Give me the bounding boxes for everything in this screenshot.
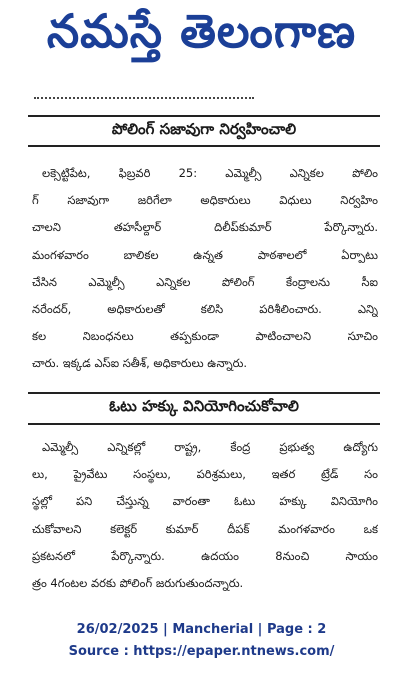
text-line: త్రం 4గంటల వరకు పోలింగ్ జరుగుతుందన్నారు. [32, 576, 244, 591]
text-line: కల నిబంధనలు తప్పకుండా పాటించాలని సూచిం [32, 329, 378, 344]
text-line: లక్సెట్టిపేట, ఫిబ్రవరి 25: ఎమ్మెల్సీ ఎన్నికల పోలిం [42, 166, 378, 180]
text-line: లు, ప్రైవేటు సంస్థలు, పరిశ్రమలు, ఇతర ట్రేడ్ సం [32, 467, 378, 482]
newspaper-logo: నమస్తే తెలంగాణ [46, 4, 357, 58]
headline-bottom-rule [28, 145, 380, 147]
text-line: నరేందర్, అధికారులతో కలిసి పరిశీలించారు. ఎన్ని [32, 302, 378, 317]
source-link[interactable]: Source : https://epaper.ntnews.com/ [68, 644, 335, 659]
masthead [0, 0, 403, 74]
text-line: చాలని తహసీల్దార్ దిలీప్‌కుమార్ పేర్కొన్నారు. [32, 220, 378, 235]
text-line: ఎమ్మెల్సీ ఎన్నికల్లో రాష్ట్ర, కేంద్ర ప్రభుత్వ ఉద్యోగు [42, 440, 378, 454]
text-line: చుకోవాలని కలెక్టర్ కుమార్ దీపక్ మంగళవారం ఒక [32, 521, 378, 536]
article-2-body [32, 434, 378, 597]
cropped-text-fragment [34, 92, 254, 102]
headline-2: ఓటు హక్కు వినియోగించుకోవాలి [109, 397, 299, 415]
headline-bottom-rule [28, 423, 380, 425]
text-line: చారు. ఇక్కడ ఎస్ఐ సతీశ్, అధికారులు ఉన్నారు. [32, 356, 248, 371]
text-line: ప్రకటనలో పేర్కొన్నారు. ఉదయం 8నుంచి సాయం [32, 548, 378, 563]
edition-info: 26/02/2025 | Mancherial | Page : 2 [76, 622, 327, 637]
text-line: గ్ సజావుగా జరిగేలా అధికారులు విధులు నిర్వహిం [32, 193, 378, 208]
text-line: మంగళవారం బాలికల ఉన్నత పాఠశాలలో ఏర్పాటు [32, 247, 378, 262]
headline-1: పోలింగ్ సజావుగా నిర్వహించాలి [111, 120, 297, 138]
article-1-body [32, 160, 378, 378]
text-line: స్థల్లో పని చేస్తున్న వారంతా ఓటు హక్కు వినియోగిం [32, 494, 378, 509]
text-line: చేసిన ఎమ్మెల్సీ ఎన్నికల పోలింగ్ కేంద్రాలను సీఐ [32, 274, 378, 289]
cropped-text-line [34, 97, 254, 102]
